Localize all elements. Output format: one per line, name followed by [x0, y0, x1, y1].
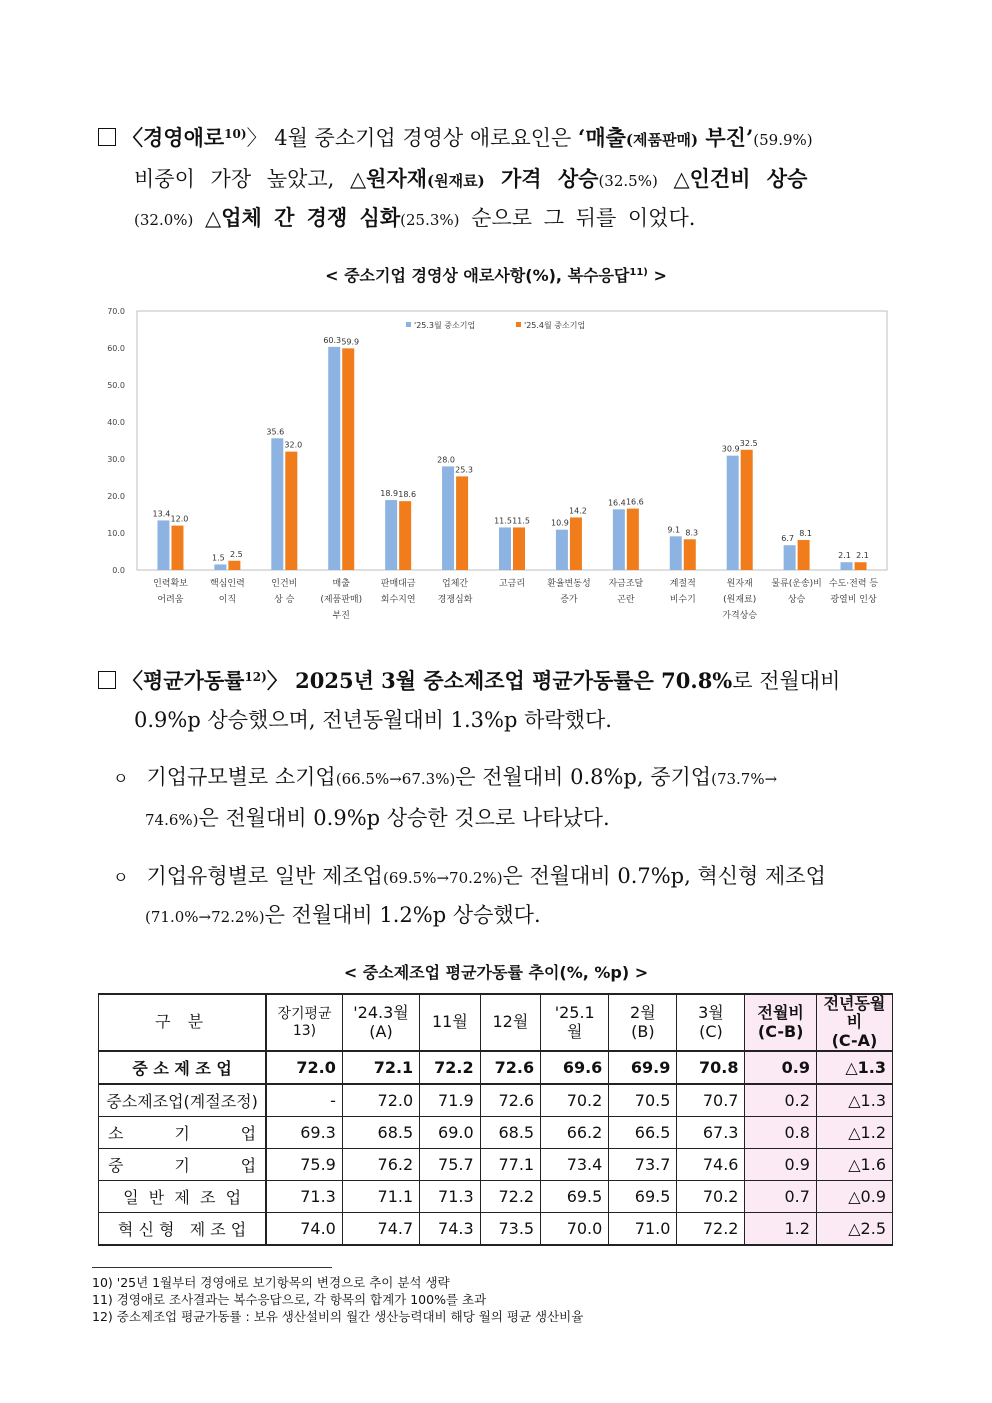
table-row	[99, 1117, 893, 1149]
header-line: 11월	[431, 1012, 468, 1032]
data-label: 2.1	[838, 551, 851, 561]
table-cell: 70.8	[677, 1051, 745, 1084]
table-cell: 68.5	[480, 1117, 540, 1149]
x-tick-label: 상 승	[274, 595, 295, 605]
data-label: 59.9	[341, 337, 360, 347]
table-cell: 0.9	[745, 1149, 816, 1181]
x-tick-label: (제품판매)	[320, 595, 363, 605]
legend-swatch	[406, 322, 411, 327]
bar-apr	[684, 539, 696, 570]
footnote-ref: 10)	[224, 127, 247, 141]
bullet2-text: 기업유형별로 일반 제조업	[146, 864, 383, 888]
section1-bold: 부진’	[698, 125, 754, 150]
table-row	[99, 1051, 893, 1084]
y-tick-label: 50.0	[107, 381, 125, 390]
table-cell: 70.0	[541, 1213, 609, 1246]
bar-apr	[171, 526, 183, 570]
data-label: 60.3	[323, 335, 342, 345]
bullet1-text: 기업규모별로 소기업	[146, 765, 336, 789]
section1-bold-small: (제품판매)	[625, 131, 699, 149]
bar-mar	[214, 564, 226, 570]
y-tick-label: 0.0	[112, 566, 125, 575]
section1-text: △	[657, 167, 690, 191]
bullet2-line1	[113, 866, 826, 887]
table-body	[99, 1051, 893, 1245]
table-cell: 72.1	[342, 1051, 419, 1084]
bar-apr	[342, 348, 354, 570]
bar-apr	[570, 517, 582, 570]
data-label: 30.9	[721, 444, 740, 454]
table-cell: -	[266, 1084, 342, 1117]
x-tick-label: 경쟁심화	[437, 595, 473, 605]
table-cell: 69.3	[266, 1117, 342, 1149]
table-row	[99, 1181, 893, 1213]
x-tick-label: 인건비	[271, 579, 298, 589]
x-tick-label: 인력확보	[153, 579, 188, 589]
bar-mar	[556, 530, 568, 570]
section1-bold-small: (원재료)	[427, 172, 485, 190]
table-cell: △1.3	[816, 1051, 892, 1084]
x-tick-label: 자금조달	[608, 579, 644, 589]
chart-caption-sup: 11)	[629, 267, 648, 278]
bar-mar	[271, 438, 283, 570]
table-header-row	[99, 994, 893, 1051]
table-cell: 76.2	[342, 1149, 419, 1181]
section1-pct: (32.0%)	[134, 211, 194, 229]
table-cell: 69.5	[609, 1181, 677, 1213]
x-tick-label: 회수지연	[380, 595, 416, 605]
x-tick-label: 판매대금	[380, 579, 416, 589]
section2-line2: 0.9%p 상승했으며, 전년동월대비 1.3%p 하락했다.	[134, 708, 612, 732]
table-cell: 71.0	[609, 1213, 677, 1246]
chart-caption-text: < 중소기업 경영상 애로사항(%), 복수응답	[325, 266, 630, 285]
table-cell: 74.3	[420, 1213, 480, 1246]
x-tick-label: 이직	[218, 595, 237, 605]
table-header-2	[342, 994, 419, 1051]
x-tick-label: 업체간	[442, 579, 469, 589]
data-label: 1.5	[212, 553, 225, 563]
table-cell: 70.2	[541, 1084, 609, 1117]
bullet2-line2	[145, 905, 541, 926]
table-cell: 71.1	[342, 1181, 419, 1213]
footnote-11: 11) 경영애로 조사결과는 복수응답으로, 각 항목의 합계가 100%를 초과	[92, 1292, 487, 1307]
data-label: 18.9	[380, 489, 399, 499]
section1-line1	[98, 127, 813, 149]
bar-mar	[385, 500, 397, 570]
utilization-table	[98, 993, 893, 1246]
table-cell: 72.0	[342, 1084, 419, 1117]
header-line: (C-B)	[757, 1021, 804, 1041]
bullet2-pct: (71.0%→72.2%)	[145, 908, 265, 926]
bar-apr	[855, 562, 867, 570]
footnote-12: 12) 중소제조업 평균가동률 : 보유 생산설비의 월간 생산능력대비 해당 월의 평균 생산비율	[92, 1309, 584, 1324]
table-cell: 72.2	[677, 1213, 745, 1246]
bar-apr	[228, 561, 240, 570]
header-line: 3월	[698, 1003, 724, 1023]
section1-text: 비중이 가장 높았고, △	[134, 167, 367, 191]
table-cell: 69.6	[541, 1051, 609, 1084]
row-label: 소 기 업	[99, 1117, 267, 1149]
table-cell: 73.5	[480, 1213, 540, 1246]
bullet1-pct: 74.6%)	[145, 811, 199, 829]
header-line: (A)	[369, 1021, 393, 1041]
x-tick-label: 원자재	[726, 579, 753, 589]
data-label: 16.6	[625, 497, 644, 507]
table-cell: 72.0	[266, 1051, 342, 1084]
bar-apr	[741, 450, 753, 570]
y-tick-label: 10.0	[107, 529, 125, 538]
table-cell: △1.6	[816, 1149, 892, 1181]
chart-caption	[0, 263, 992, 286]
bar-mar	[442, 466, 454, 570]
table-cell: 70.5	[609, 1084, 677, 1117]
data-label: 6.7	[781, 534, 794, 544]
row-label: 중소제조업(계절조정)	[99, 1084, 267, 1117]
table-cell: 70.2	[677, 1181, 745, 1213]
x-tick-label: 곤란	[617, 595, 635, 605]
bullet1-pct: (66.5%→67.3%)	[335, 770, 456, 788]
table-cell: △1.2	[816, 1117, 892, 1149]
header-line: 12월	[492, 1012, 529, 1032]
bar-apr	[456, 476, 468, 570]
header-line: 장기평균13)	[277, 1006, 332, 1039]
plot-area	[137, 311, 887, 570]
table-cell: 73.7	[609, 1149, 677, 1181]
table-header-3	[420, 994, 480, 1051]
bar-apr	[627, 509, 639, 570]
table-caption: < 중소제조업 평균가동률 추이(%, %p) >	[343, 963, 649, 982]
y-tick-label: 30.0	[107, 455, 125, 464]
row-label: 일 반 제 조 업	[99, 1181, 267, 1213]
table-cell: 74.0	[266, 1213, 342, 1246]
header-line: '24.3월	[353, 1003, 409, 1023]
legend-swatch	[516, 322, 521, 327]
bullet2-text: 은 전월대비 0.7%p, 혁신형 제조업	[502, 864, 826, 888]
data-label: 2.1	[856, 551, 869, 561]
section1-text: 순으로 그 뒤를 이었다.	[459, 206, 696, 230]
table-cell: 69.0	[420, 1117, 480, 1149]
table-row	[99, 1084, 893, 1117]
section1-bold: ‘매출	[578, 125, 626, 150]
section2-text: 로 전월대비	[732, 669, 841, 693]
checkbox-square-icon	[98, 128, 116, 146]
data-label: 9.1	[667, 525, 681, 535]
footnote-ref: 12)	[244, 670, 267, 684]
section1-pct: (59.9%)	[753, 131, 813, 149]
x-tick-label: 어려움	[157, 595, 184, 605]
bar-mar	[499, 527, 511, 570]
table-cell: 72.6	[480, 1084, 540, 1117]
bar-apr	[399, 501, 411, 570]
footnote-divider	[92, 1267, 332, 1268]
table-cell: △0.9	[816, 1181, 892, 1213]
y-tick-label: 20.0	[107, 492, 125, 501]
x-tick-label: 가격상승	[722, 611, 758, 621]
bar-apr	[798, 540, 810, 570]
section1-text: 〉 4월 중소기업 경영상 애로요인은	[246, 126, 579, 150]
legend-label: '25.4월 중소기업	[524, 321, 586, 330]
bar-mar	[727, 456, 739, 570]
table-cell: 0.9	[745, 1051, 816, 1084]
section1-bold: 업체 간 경쟁 심화	[221, 205, 401, 230]
table-cell: 69.5	[541, 1181, 609, 1213]
table-cell: 1.2	[745, 1213, 816, 1246]
table-cell: 75.7	[420, 1149, 480, 1181]
table-header-8	[745, 994, 816, 1051]
table-header-0	[99, 994, 267, 1051]
table-cell: 0.2	[745, 1084, 816, 1117]
data-label: 11.5	[512, 516, 530, 526]
section1-pct: (32.5%)	[598, 172, 658, 190]
data-label: 14.2	[569, 506, 587, 516]
table-cell: 0.7	[745, 1181, 816, 1213]
bullet1-text: 은 전월대비 0.9%p 상승한 것으로 나타났다.	[198, 806, 610, 830]
table-cell: 71.9	[420, 1084, 480, 1117]
bar-apr	[513, 527, 525, 570]
section1-bold: 인건비 상승	[689, 166, 808, 191]
table-cell: 68.5	[342, 1117, 419, 1149]
table-cell: 71.3	[420, 1181, 480, 1213]
table-row	[99, 1213, 893, 1246]
table-cell: 67.3	[677, 1117, 745, 1149]
x-tick-label: 비수기	[669, 595, 696, 605]
section2-line1	[98, 670, 840, 692]
section2-bold: 〉 2025년 3월 중소제조업 평균가동률은 70.8%	[266, 668, 733, 693]
x-tick-label: 계절적	[669, 579, 696, 589]
footnotes	[92, 1274, 583, 1325]
data-label: 13.4	[152, 509, 171, 519]
data-label: 16.4	[607, 498, 626, 508]
table-cell: 74.7	[342, 1213, 419, 1246]
data-label: 35.6	[266, 427, 285, 437]
x-tick-label: 광열비 인상	[830, 595, 877, 605]
table-cell: 71.3	[266, 1181, 342, 1213]
row-label: 중 소 제 조 업	[99, 1051, 267, 1084]
bar-mar	[784, 545, 796, 570]
table-cell: 72.2	[480, 1181, 540, 1213]
bullet1-line1	[113, 767, 777, 788]
header-line: 2월	[630, 1003, 656, 1023]
bar-mar	[670, 536, 682, 570]
x-tick-label: 매출	[332, 579, 350, 589]
row-label: 중 기 업	[99, 1149, 267, 1181]
bar-mar	[613, 509, 625, 570]
table-cell: 66.2	[541, 1117, 609, 1149]
y-tick-label: 70.0	[107, 307, 125, 316]
data-label: 8.1	[799, 529, 812, 539]
bar-mar	[328, 347, 340, 570]
y-tick-label: 40.0	[107, 418, 125, 427]
bullet2-pct: (69.5%→70.2%)	[382, 869, 503, 887]
header-line: 전년동월비	[823, 994, 886, 1032]
table-header-5	[541, 994, 609, 1051]
data-label: 32.0	[284, 440, 303, 450]
table-cell: 66.5	[609, 1117, 677, 1149]
header-line: (B)	[631, 1021, 655, 1041]
table-cell: 77.1	[480, 1149, 540, 1181]
x-tick-label: 핵심인력	[209, 579, 245, 589]
header-line: 전월비	[757, 1003, 804, 1023]
data-label: 8.3	[685, 528, 699, 538]
table-row	[99, 1149, 893, 1181]
bullet1-text: 은 전월대비 0.8%p, 중기업	[455, 765, 712, 789]
bullet2-text: 은 전월대비 1.2%p 상승했다.	[264, 903, 541, 927]
x-tick-label: 수도·전력 등	[828, 579, 879, 589]
table-cell: 74.6	[677, 1149, 745, 1181]
x-tick-label: 물류(운송)비	[771, 579, 822, 589]
table-cell: 0.8	[745, 1117, 816, 1149]
section1-pct: (25.3%)	[400, 211, 460, 229]
data-label: 28.0	[437, 455, 455, 465]
data-label: 12.0	[170, 514, 189, 524]
section1-line2	[134, 168, 807, 190]
header-line: (C)	[699, 1021, 723, 1041]
section1-heading: 〈경영애로	[122, 125, 225, 150]
row-label: 혁 신 형 제 조 업	[99, 1213, 267, 1246]
table-header-9	[816, 994, 892, 1051]
data-label: 18.6	[398, 490, 417, 500]
data-label: 25.3	[455, 465, 473, 475]
header-line: '25.1월	[554, 1003, 595, 1041]
x-tick-label: 고금리	[498, 579, 526, 589]
section1-bold: 가격 상승	[484, 166, 599, 191]
bar-apr	[285, 452, 297, 570]
bar-mar	[841, 562, 853, 570]
x-tick-label: 증가	[560, 595, 578, 605]
bar-mar	[157, 520, 169, 570]
table-cell: 69.9	[609, 1051, 677, 1084]
bullet-icon: ㅇ	[113, 868, 129, 887]
table-cell: 72.6	[480, 1051, 540, 1084]
data-label: 11.5	[494, 516, 512, 526]
header-line: (C-A)	[831, 1030, 878, 1050]
data-label: 2.5	[230, 549, 243, 559]
x-tick-label: (원재료)	[723, 595, 757, 605]
x-tick-label: 부진	[332, 611, 350, 621]
table-header-6	[609, 994, 677, 1051]
table-header-4	[480, 994, 540, 1051]
table-cell: 70.7	[677, 1084, 745, 1117]
data-label: 32.5	[739, 438, 758, 448]
obstacles-bar-chart	[98, 300, 898, 630]
table-header-7	[677, 994, 745, 1051]
chart-caption-end: >	[647, 266, 667, 285]
section1-bold: 원자재	[366, 166, 427, 191]
section1-line3	[134, 207, 695, 229]
y-tick-label: 60.0	[107, 344, 125, 353]
checkbox-square-icon	[98, 671, 116, 689]
table-cell: △1.3	[816, 1084, 892, 1117]
table-cell: 75.9	[266, 1149, 342, 1181]
x-tick-label: 상승	[787, 595, 806, 605]
footnote-10: 10) '25년 1월부터 경영애로 보기항목의 변경으로 추이 분석 생략	[92, 1275, 450, 1290]
table-cell: 73.4	[541, 1149, 609, 1181]
data-label: 10.9	[551, 518, 569, 528]
bullet1-line2	[145, 808, 610, 829]
section2-heading: 〈평균가동률	[122, 668, 245, 693]
table-header-1	[266, 994, 342, 1051]
section1-text: △	[193, 206, 222, 230]
header-line: 구 분	[155, 1012, 210, 1032]
table-cell: △2.5	[816, 1213, 892, 1246]
bullet-icon: ㅇ	[113, 769, 129, 788]
table-cell: 72.2	[420, 1051, 480, 1084]
x-tick-label: 환율변동성	[547, 579, 591, 589]
legend-label: '25.3월 중소기업	[414, 321, 476, 330]
bullet1-pct: (73.7%→	[711, 770, 778, 788]
